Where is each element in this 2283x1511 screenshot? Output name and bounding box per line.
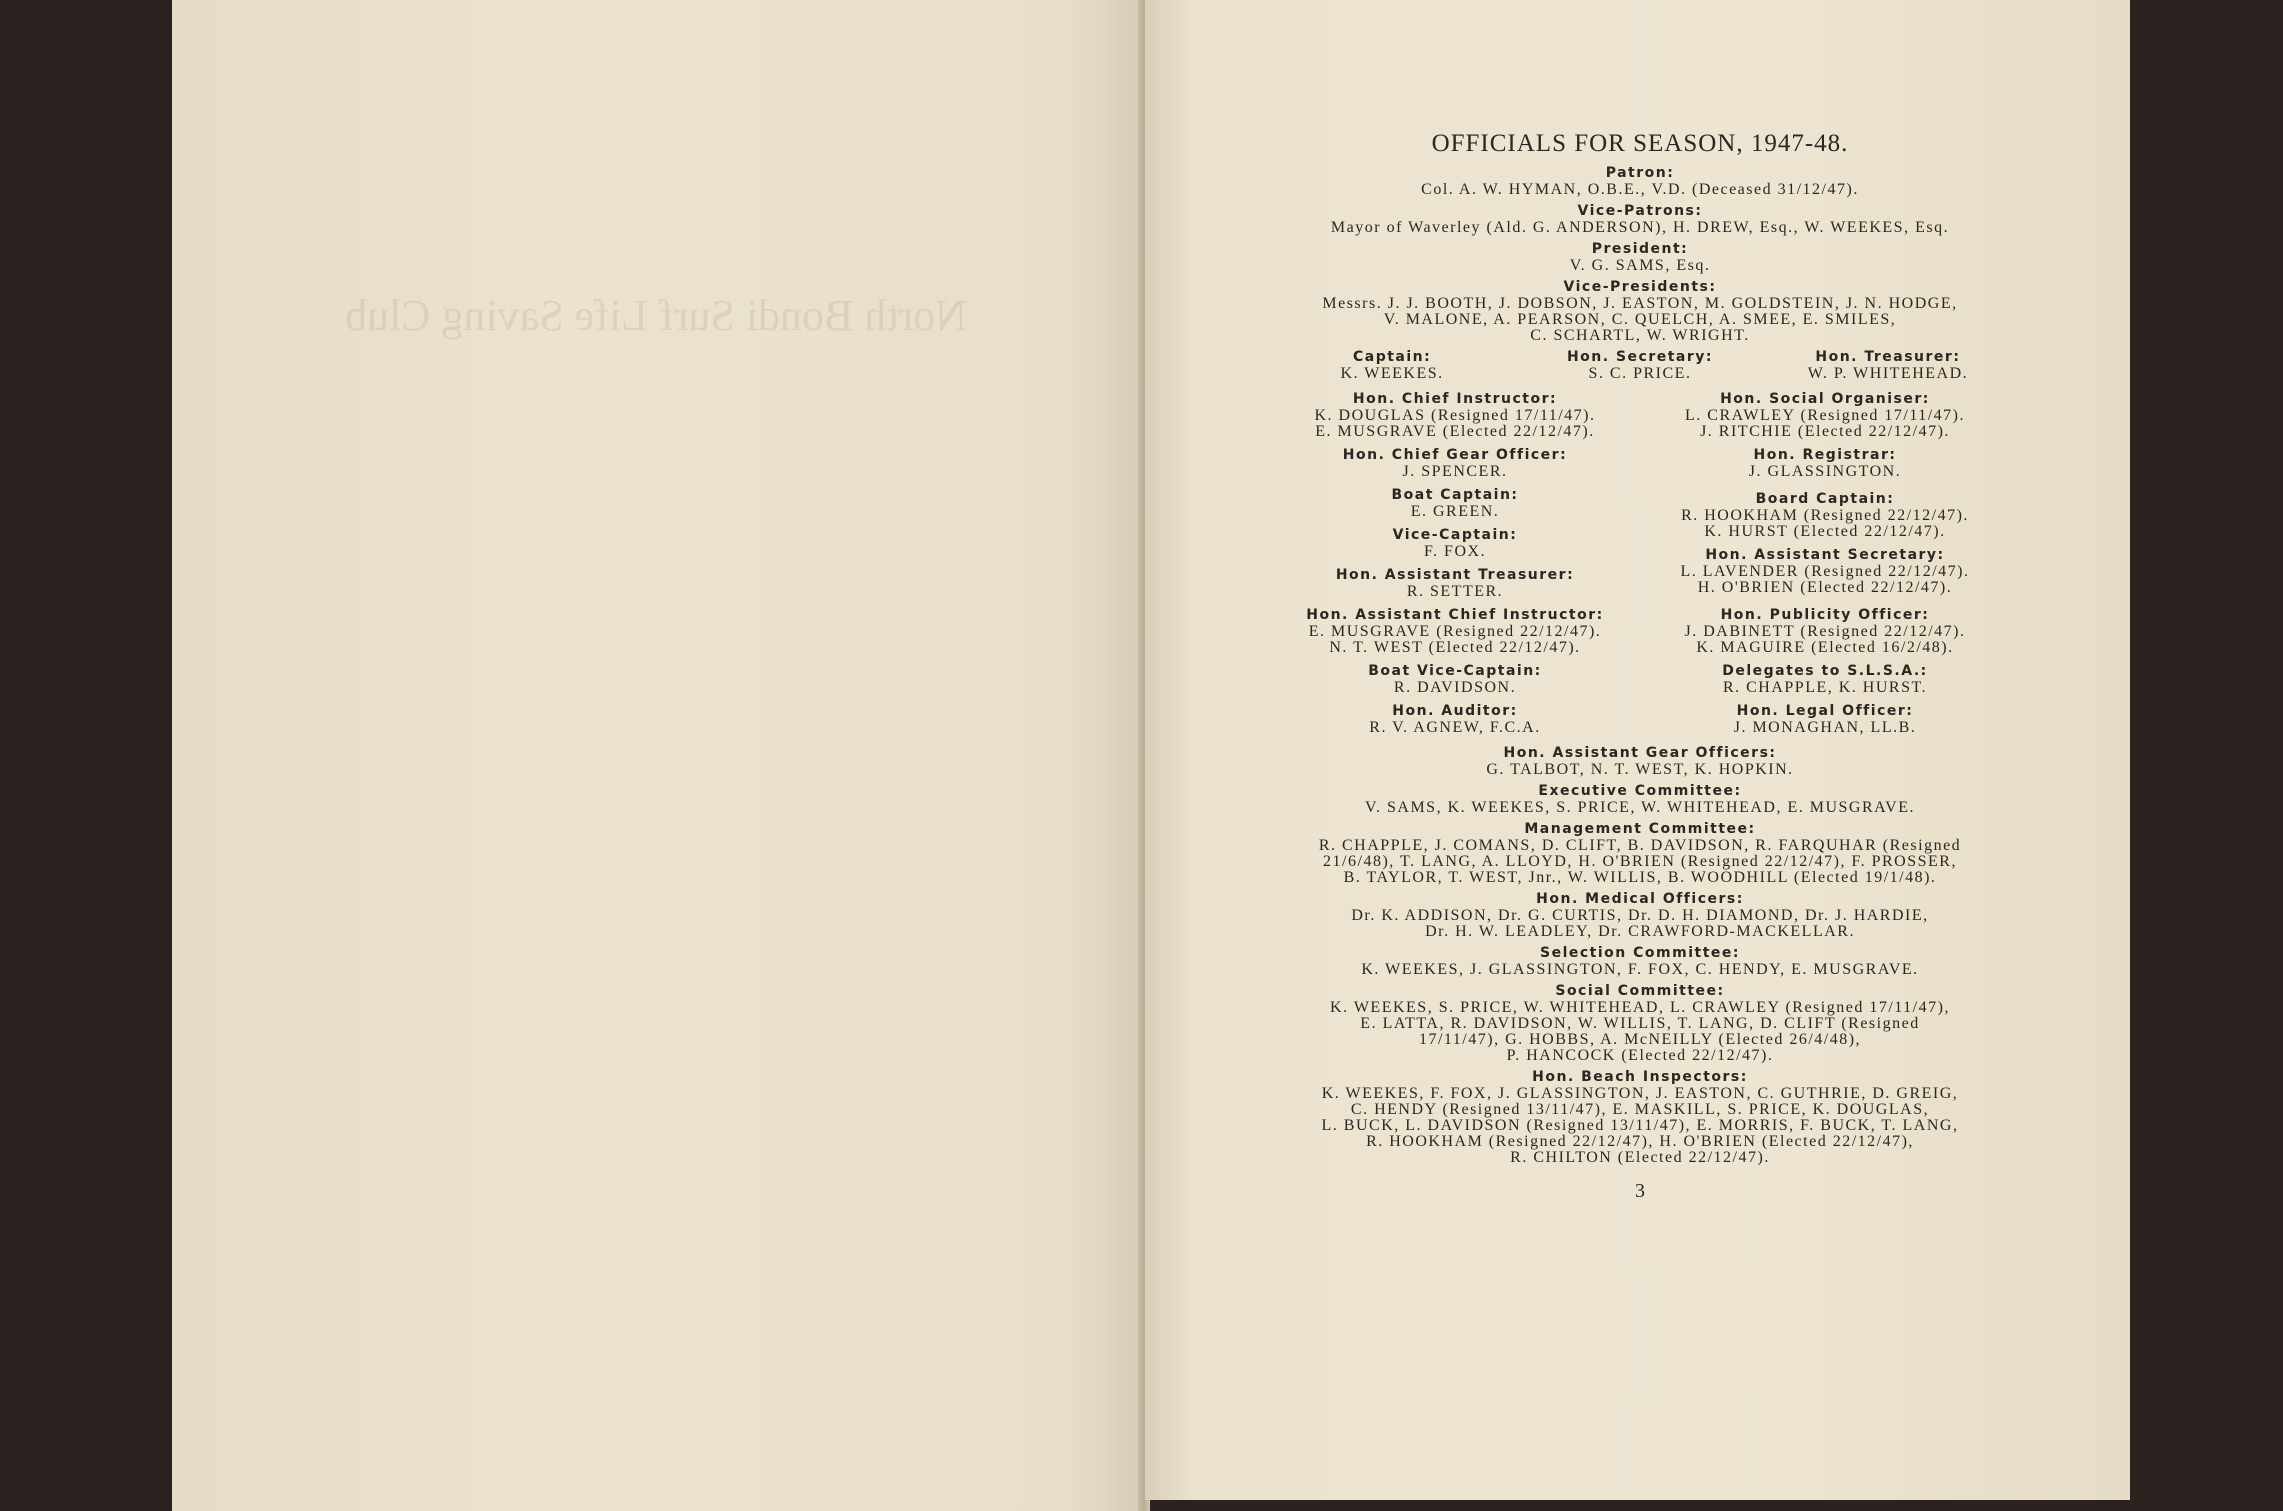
role-label: Delegates to S.L.S.A.: (1722, 663, 1928, 679)
officer-entry (1640, 446, 2010, 480)
committee-section (1270, 890, 2010, 940)
officials-list (1270, 130, 2010, 1203)
patron-section (1270, 164, 2010, 198)
right-column (1640, 390, 2010, 742)
role-names: W. P. WHITEHEAD. (1807, 365, 1969, 382)
bleed-through-text: North Bondi Surf Life Saving Club (344, 291, 968, 340)
officer-entry (1640, 546, 2010, 596)
captain-section (1270, 348, 1514, 386)
role-label: Hon. Social Organiser: (1720, 391, 1930, 407)
role-names: J. GLASSINGTON. (1748, 463, 1902, 480)
officer-entry (1640, 662, 2010, 696)
role-label: Hon. Assistant Treasurer: (1335, 567, 1575, 583)
role-label: Hon. Secretary: (1566, 349, 1714, 365)
role-names: K. WEEKES. (1340, 365, 1444, 382)
officer-entry (1640, 702, 2010, 736)
role-names: J. MONAGHAN, LL.B. (1733, 719, 1917, 736)
role-names: E. MUSGRAVE (Resigned 22/12/47). N. T. WEST (Elected 22/12/47). (1308, 623, 1602, 656)
role-label: Hon. Assistant Chief Instructor: (1306, 607, 1604, 623)
role-label: President: (1591, 241, 1689, 257)
role-names: V. G. SAMS, Esq. (1569, 257, 1711, 274)
officer-entry (1640, 490, 2010, 540)
officer-entry (1270, 566, 1640, 600)
role-label: Selection Committee: (1540, 945, 1740, 961)
committee-section (1270, 1068, 2010, 1166)
role-names: R. CHAPPLE, J. COMANS, D. CLIFT, B. DAVIDSON, R. FARQUHAR (Resigned 21/6/48), T. LANG, A. LLOYD, H. O'BRIEN (Resigned 22/12/47), F. PROSSER, B. TAYLOR, T. WEST, Jnr., W. WILLIS, B. WOODHILL (Elected 19/1/48). (1318, 837, 1962, 886)
committee-section (1270, 982, 2010, 1064)
left-column (1270, 390, 1640, 742)
role-label: Hon. Assistant Gear Officers: (1503, 745, 1777, 761)
vice-patrons-section (1270, 202, 2010, 236)
role-label: Management Committee: (1524, 821, 1756, 837)
role-names: L. CRAWLEY (Resigned 17/11/47). J. RITCHIE (Elected 22/12/47). (1685, 407, 1965, 440)
role-names: Col. A. W. HYMAN, O.B.E., V.D. (Deceased 31/12/47). (1421, 181, 1859, 198)
role-names: L. LAVENDER (Resigned 22/12/47). H. O'BRIEN (Elected 22/12/47). (1680, 563, 1970, 596)
officer-entry (1270, 446, 1640, 480)
role-names: Mayor of Waverley (Ald. G. ANDERSON), H. DREW, Esq., W. WEEKES, Esq. (1330, 219, 1950, 236)
officer-entry (1270, 486, 1640, 520)
role-label: Vice-Captain: (1392, 527, 1518, 543)
role-label: Hon. Legal Officer: (1736, 703, 1914, 719)
role-names: J. DABINETT (Resigned 22/12/47). K. MAGUIRE (Elected 16/2/48). (1684, 623, 1966, 656)
role-label: Hon. Auditor: (1392, 703, 1518, 719)
officer-entry (1640, 390, 2010, 440)
two-column-officers (1270, 390, 2010, 742)
role-names: V. SAMS, K. WEEKES, S. PRICE, W. WHITEHEAD, E. MUSGRAVE. (1365, 799, 1915, 816)
role-label: Vice-Presidents: (1563, 279, 1717, 295)
role-names: E. GREEN. (1410, 503, 1500, 520)
role-label: Hon. Chief Gear Officer: (1342, 447, 1568, 463)
role-label: Hon. Medical Officers: (1536, 891, 1744, 907)
role-label: Hon. Beach Inspectors: (1532, 1069, 1748, 1085)
role-label: Hon. Chief Instructor: (1352, 391, 1558, 407)
role-names: R. V. AGNEW, F.C.A. (1369, 719, 1541, 736)
role-names: K. WEEKES, S. PRICE, W. WHITEHEAD, L. CRAWLEY (Resigned 17/11/47), E. LATTA, R. DAVIDSON, W. WILLIS, T. LANG, D. CLIFT (Resigned 17/11/47), G. HOBBS, A. McNEILLY (Elected 26/4/48), P. HANCOCK (Elected 22/12/47). (1330, 999, 1950, 1064)
role-label: Hon. Publicity Officer: (1720, 607, 1930, 623)
committee-section (1270, 820, 2010, 886)
vice-presidents-section (1270, 278, 2010, 344)
president-section (1270, 240, 2010, 274)
officer-entry (1270, 606, 1640, 656)
page-title: OFFICIALS FOR SEASON, 1947-48. (1431, 130, 1849, 157)
officer-entry (1640, 606, 2010, 656)
page-number: 3 (1635, 1180, 1645, 1202)
committee-section (1270, 744, 2010, 778)
role-label: Patron: (1605, 165, 1675, 181)
role-label: Vice-Patrons: (1577, 203, 1703, 219)
officer-entry (1270, 390, 1640, 440)
role-label: Hon. Assistant Secretary: (1705, 547, 1945, 563)
role-names: F. FOX. (1423, 543, 1487, 560)
role-label: Hon. Registrar: (1753, 447, 1897, 463)
role-label: Executive Committee: (1538, 783, 1742, 799)
role-names: R. DAVIDSON. (1393, 679, 1517, 696)
role-names: S. C. PRICE. (1588, 365, 1692, 382)
role-names: Dr. K. ADDISON, Dr. G. CURTIS, Dr. D. H. DIAMOND, Dr. J. HARDIE, Dr. H. W. LEADLEY, Dr. CRAWFORD-MACKELLAR. (1351, 907, 1929, 940)
role-names: Messrs. J. J. BOOTH, J. DOBSON, J. EASTON, M. GOLDSTEIN, J. N. HODGE, V. MALONE, A. PEARSON, C. QUELCH, A. SMEE, E. SMILES, C. SCHARTL, W. WRIGHT. (1322, 295, 1958, 344)
captain-secretary-treasurer-row (1270, 348, 2010, 386)
officer-entry (1270, 662, 1640, 696)
left-page (172, 0, 1140, 1511)
role-names: K. WEEKES, F. FOX, J. GLASSINGTON, J. EASTON, C. GUTHRIE, D. GREIG, C. HENDY (Resigned 13/11/47), E. MASKILL, S. PRICE, K. DOUGLAS, L. BUCK, L. DAVIDSON (Resigned 13/11/47), E. MORRIS, F. BUCK, T. LANG, R. HOOKHAM (Resigned 22/12/47), H. O'BRIEN (Elected 22/12/47), R. CHILTON (Elected 22/12/47). (1321, 1085, 1959, 1166)
committee-section (1270, 944, 2010, 978)
officer-entry (1270, 702, 1640, 736)
role-names: R. HOOKHAM (Resigned 22/12/47). K. HURST (Elected 22/12/47). (1681, 507, 1969, 540)
role-label: Social Committee: (1555, 983, 1725, 999)
role-names: G. TALBOT, N. T. WEST, K. HOPKIN. (1486, 761, 1794, 778)
role-names: J. SPENCER. (1402, 463, 1508, 480)
role-names: R. CHAPPLE, K. HURST. (1722, 679, 1928, 696)
treasurer-section (1766, 348, 2010, 386)
officer-entry (1270, 526, 1640, 560)
role-label: Boat Captain: (1391, 487, 1519, 503)
role-label: Hon. Treasurer: (1815, 349, 1961, 365)
role-names: R. SETTER. (1406, 583, 1504, 600)
role-label: Captain: (1352, 349, 1432, 365)
role-label: Boat Vice-Captain: (1368, 663, 1542, 679)
role-label: Board Captain: (1755, 491, 1895, 507)
role-names: K. DOUGLAS (Resigned 17/11/47). E. MUSGRAVE (Elected 22/12/47). (1314, 407, 1596, 440)
role-names: K. WEEKES, J. GLASSINGTON, F. FOX, C. HENDY, E. MUSGRAVE. (1361, 961, 1919, 978)
committee-section (1270, 782, 2010, 816)
secretary-section (1518, 348, 1762, 386)
